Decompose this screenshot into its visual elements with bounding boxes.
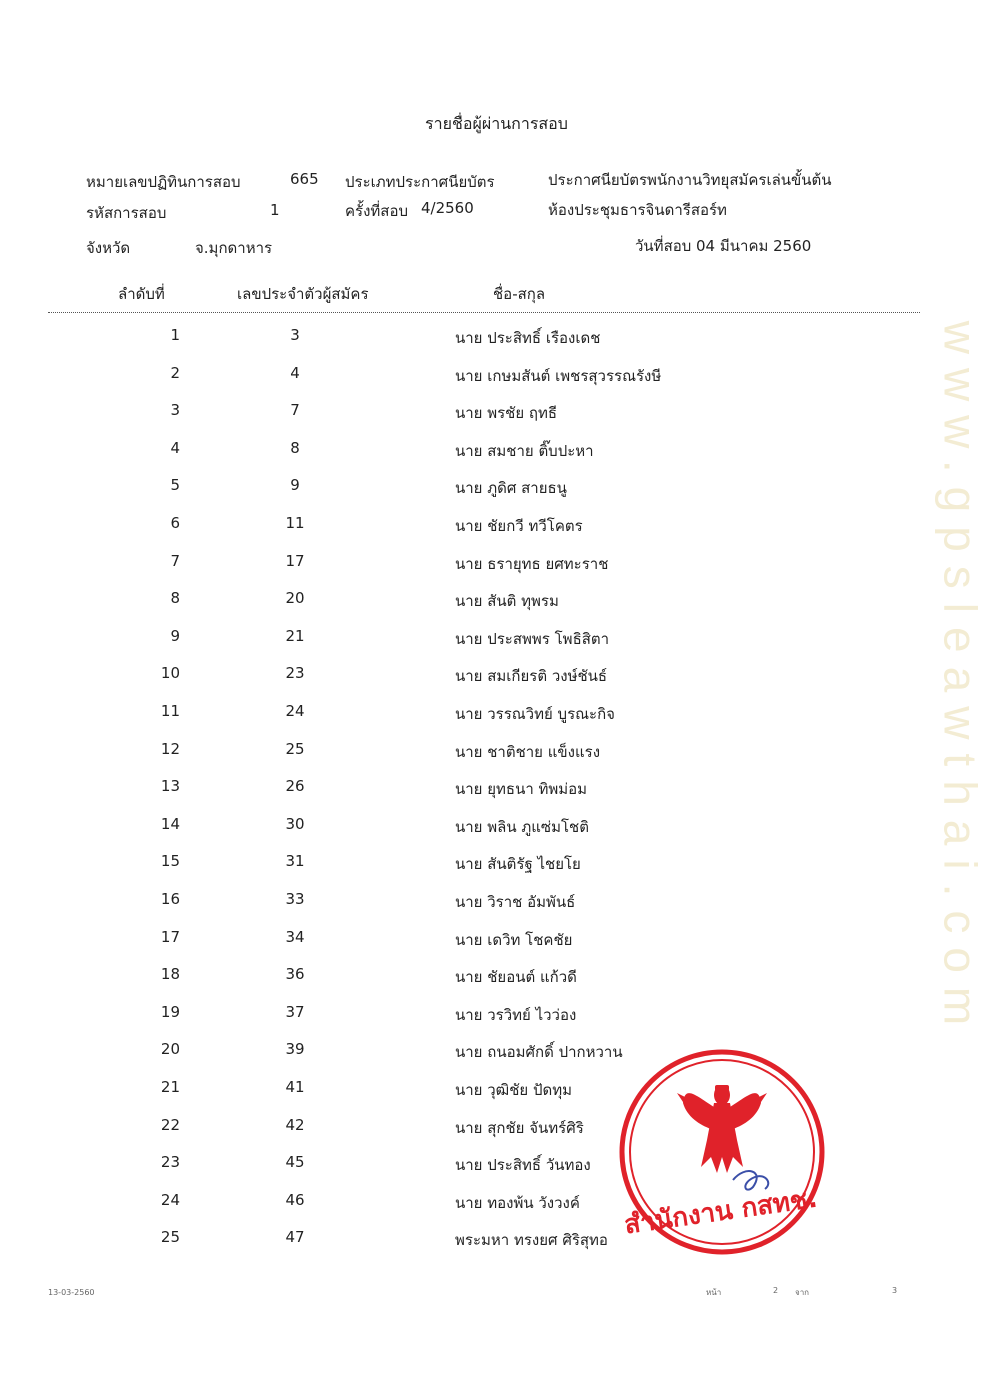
row-number: 16 [160, 890, 180, 908]
row-number: 25 [160, 1228, 180, 1247]
official-seal-stamp [615, 1045, 830, 1260]
exam-code-label: รหัสการสอบ [86, 204, 167, 222]
table-row [0, 589, 993, 619]
applicant-id: 47 [285, 1228, 305, 1247]
row-number: 20 [160, 1040, 180, 1059]
table-row [0, 1003, 993, 1033]
table-row [0, 514, 993, 544]
row-number: 24 [160, 1190, 180, 1209]
row-number: 17 [160, 927, 180, 946]
table-row [0, 815, 993, 845]
applicant-id: 41 [285, 1078, 305, 1096]
applicant-name: นาย วุฒิชัย ปัดทุม [455, 1081, 572, 1099]
applicant-id: 30 [285, 814, 305, 833]
applicant-name: นาย ภูดิศ สายธนู [455, 479, 567, 498]
row-number: 21 [160, 1078, 180, 1096]
applicant-id: 24 [285, 702, 305, 720]
row-number: 15 [160, 852, 180, 871]
row-number: 12 [160, 739, 180, 758]
table-row [0, 1228, 993, 1258]
row-number: 2 [170, 363, 180, 382]
row-number: 10 [160, 664, 180, 683]
applicant-id: 4 [290, 363, 300, 382]
signature-icon [733, 1171, 768, 1190]
applicant-name: นาย สันติ ทุพรม [455, 592, 559, 611]
page-label: หน้า [706, 1288, 722, 1297]
permit-label: หมายเลขปฏิทินการสอบ [86, 173, 241, 191]
table-row [0, 890, 993, 920]
applicant-id: 11 [285, 514, 305, 532]
applicant-name: นาย ชาติชาย แข็งแรง [455, 742, 601, 761]
row-number: 6 [170, 514, 180, 532]
row-number: 18 [160, 965, 180, 984]
applicant-name: นาย ทองพ้น วังวงค์ [455, 1193, 580, 1212]
applicant-name: นาย ยุทธนา ทิพม่อม [455, 780, 588, 799]
applicant-name: นาย ถนอมศักดิ์ ปากหวาน [455, 1043, 623, 1062]
applicant-name: นาย ชัยกวี ทวีโคตร [455, 517, 583, 535]
applicant-name: นาย สมเกียรติ วงษ์ชันธ์ [455, 667, 608, 686]
applicant-id: 31 [285, 852, 305, 871]
applicant-id: 17 [285, 551, 305, 570]
row-number: 4 [170, 438, 180, 457]
table-row [0, 326, 993, 356]
exam-code-value: 1 [270, 201, 280, 219]
applicant-name: นาย ประสพพร โพธิสิตา [455, 629, 610, 648]
row-number: 23 [160, 1153, 180, 1172]
print-date: 13-03-2560 [48, 1288, 95, 1297]
province-value: จ.มุกดาหาร [195, 239, 273, 257]
applicant-name: นาย สันติรัฐ ไชยโย [455, 855, 581, 874]
applicant-name: นาย พลิน ภูแซ่มโชติ [455, 817, 589, 836]
applicant-name: นาย ประสิทธิ์ เรืองเดช [455, 329, 601, 347]
applicant-name: นาย เกษมสันต์ เพชรสุวรรณรังษี [455, 366, 662, 385]
row-number: 22 [160, 1115, 180, 1134]
table-row [0, 401, 993, 431]
table-row [0, 928, 993, 958]
province-label: จังหวัด [86, 239, 131, 257]
cert-type-label: ประเภทประกาศนียบัตร [345, 173, 495, 191]
column-header-name: ชื่อ-สกุล [493, 285, 546, 303]
of-label: จาก [795, 1288, 810, 1297]
table-row [0, 965, 993, 995]
applicant-name: นาย เดวิท โชคชัย [455, 930, 573, 949]
applicant-name: นาย สมชาย ติ๊บปะหา [455, 441, 594, 460]
page-total: 3 [892, 1286, 898, 1295]
row-number: 3 [170, 401, 180, 420]
applicant-name: นาย วรวิทย์ ไวว่อง [455, 1005, 577, 1024]
table-row [0, 1153, 993, 1183]
applicant-name: นาย ชัยอนต์ แก้วดี [455, 968, 577, 987]
applicant-id: 42 [285, 1115, 305, 1134]
stamp-text: สำนักงาน กสทช. [622, 1183, 820, 1241]
applicant-name: นาย วรรณวิทย์ บูรณะกิจ [455, 705, 615, 723]
permit-value: 665 [290, 170, 319, 188]
table-row [0, 777, 993, 807]
applicant-id: 9 [290, 476, 300, 495]
table-row [0, 1191, 993, 1221]
table-row [0, 1116, 993, 1146]
page-number: 2 [773, 1286, 779, 1295]
row-number: 8 [170, 589, 180, 608]
row-number: 14 [160, 814, 180, 833]
row-number: 9 [170, 626, 180, 645]
applicant-id: 37 [285, 1002, 305, 1021]
applicant-id: 39 [285, 1040, 305, 1059]
applicant-id: 7 [290, 401, 300, 420]
applicant-id: 23 [285, 664, 305, 683]
table-row [0, 627, 993, 657]
applicant-id: 3 [290, 326, 300, 344]
applicant-name: นาย สุกชัย จันทร์ศิริ [455, 1118, 584, 1137]
row-number: 5 [170, 476, 180, 495]
table-row [0, 552, 993, 582]
table-row [0, 664, 993, 694]
table-row [0, 740, 993, 770]
applicant-id: 25 [285, 739, 305, 758]
table-row [0, 1040, 993, 1070]
applicant-name: พระมหา ทรงยศ ศิริสุทอ [455, 1231, 608, 1250]
watermark-text: www.gpsleawthai.com [934, 320, 986, 1040]
garuda-emblem-icon [677, 1085, 767, 1173]
cert-type-value: ประกาศนียบัตรพนักงานวิทยุสมัครเล่นขั้นต้น [548, 171, 832, 189]
exam-room: ห้องประชุมธารจินดารีสอร์ท [548, 201, 727, 219]
applicant-id: 36 [285, 965, 305, 984]
applicant-id: 26 [285, 777, 305, 796]
applicant-id: 20 [285, 589, 305, 608]
watermark [930, 245, 990, 1115]
row-number: 11 [160, 702, 180, 720]
column-header-no: ลำดับที่ [118, 285, 165, 303]
applicant-id: 45 [285, 1153, 305, 1172]
row-number: 19 [160, 1002, 180, 1021]
applicant-id: 21 [285, 626, 305, 645]
table-row [0, 702, 993, 732]
applicant-name: นาย ธรายุทธ ยศทะราช [455, 554, 609, 573]
applicant-id: 46 [285, 1190, 305, 1209]
table-row [0, 439, 993, 469]
row-number: 7 [170, 551, 180, 570]
table-row [0, 476, 993, 506]
applicant-name: นาย พรชัย ฤทธี [455, 404, 558, 423]
applicant-name: นาย ประสิทธิ์ วันทอง [455, 1156, 591, 1175]
exam-round-value: 4/2560 [421, 199, 474, 217]
column-header-id: เลขประจำตัวผู้สมัคร [237, 285, 369, 303]
row-number: 13 [160, 777, 180, 796]
applicant-id: 8 [290, 438, 300, 457]
applicant-id: 34 [285, 927, 305, 946]
exam-date: วันที่สอบ 04 มีนาคม 2560 [635, 237, 812, 255]
table-row [0, 852, 993, 882]
header-divider [48, 312, 920, 313]
page-title: รายชื่อผู้ผ่านการสอบ [425, 114, 568, 133]
exam-round-label: ครั้งที่สอบ [345, 202, 408, 220]
table-row [0, 1078, 993, 1108]
row-number: 1 [170, 326, 180, 344]
table-row [0, 364, 993, 394]
applicant-name: นาย วิราช อัมพันธ์ [455, 893, 576, 911]
applicant-id: 33 [285, 890, 305, 908]
